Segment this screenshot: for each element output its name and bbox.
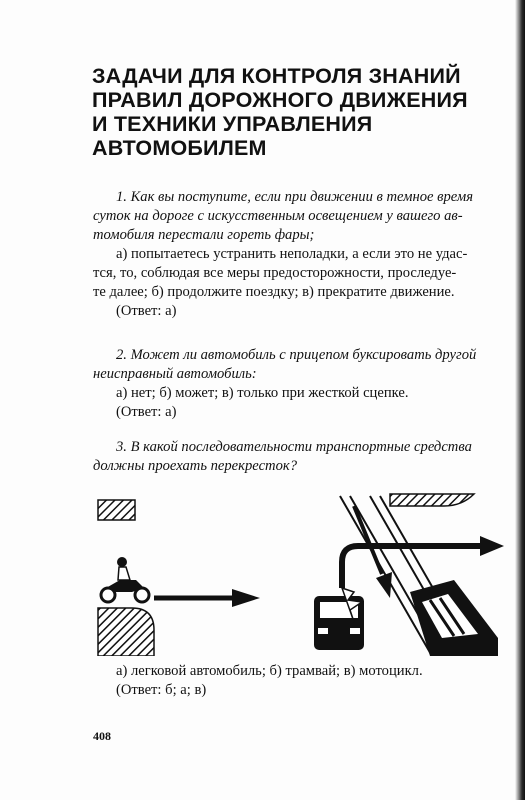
question-3	[93, 438, 509, 476]
options-line: те далее; б) продолжите поездку; в) прекратите движение.	[93, 284, 455, 300]
page-number: 408	[93, 729, 111, 743]
answer-text: (Ответ: б; а; в)	[116, 682, 207, 698]
title-line: ПРАВИЛ ДОРОЖНОГО ДВИЖЕНИЯ	[92, 88, 468, 112]
tram-icon	[410, 580, 498, 656]
question-text-line: должны проехать перекресток?	[93, 458, 298, 474]
options-line: а) нет; б) может; в) только при жесткой сцепке.	[116, 385, 409, 401]
question-3-options	[93, 662, 509, 700]
car-icon	[314, 588, 364, 650]
question-2	[93, 346, 509, 422]
question-1	[93, 188, 509, 321]
question-text-line: 1. Как вы поступите, если при движении в темное время	[116, 189, 473, 205]
curb-hatch	[98, 500, 135, 520]
question-text-line: суток на дороге с искусственным освещением у вашего ав-	[93, 208, 463, 224]
intersection-diagram	[92, 488, 507, 656]
curb-hatch	[390, 494, 474, 506]
title-line: АВТОМОБИЛЕМ	[92, 136, 267, 160]
answer-text: (Ответ: а)	[116, 404, 177, 420]
options-line: а) легковой автомобиль; б) трамвай; в) мотоцикл.	[116, 663, 423, 679]
options-line: тся, то, соблюдая все меры предосторожности, проследуе-	[93, 265, 457, 281]
answer-text: (Ответ: а)	[116, 303, 177, 319]
title-line: И ТЕХНИКИ УПРАВЛЕНИЯ	[92, 112, 373, 136]
question-text-line: 2. Может ли автомобиль с прицепом буксировать другой	[116, 347, 477, 363]
page-title	[92, 64, 492, 160]
motorcycle-icon	[101, 557, 149, 602]
question-text-line: томобиля перестали гореть фары;	[93, 227, 315, 243]
arrow-icon	[154, 589, 260, 607]
question-text-line: 3. В какой последовательности транспортные средства	[116, 439, 472, 455]
question-text-line: неисправный автомобиль:	[93, 366, 257, 382]
page-edge-shadow	[515, 0, 525, 800]
arrow-icon	[342, 506, 504, 598]
curb-hatch	[98, 608, 154, 656]
title-line: ЗАДАЧИ ДЛЯ КОНТРОЛЯ ЗНАНИЙ	[92, 64, 461, 88]
options-line: а) попытаетесь устранить неполадки, а если это не удас-	[116, 246, 468, 262]
